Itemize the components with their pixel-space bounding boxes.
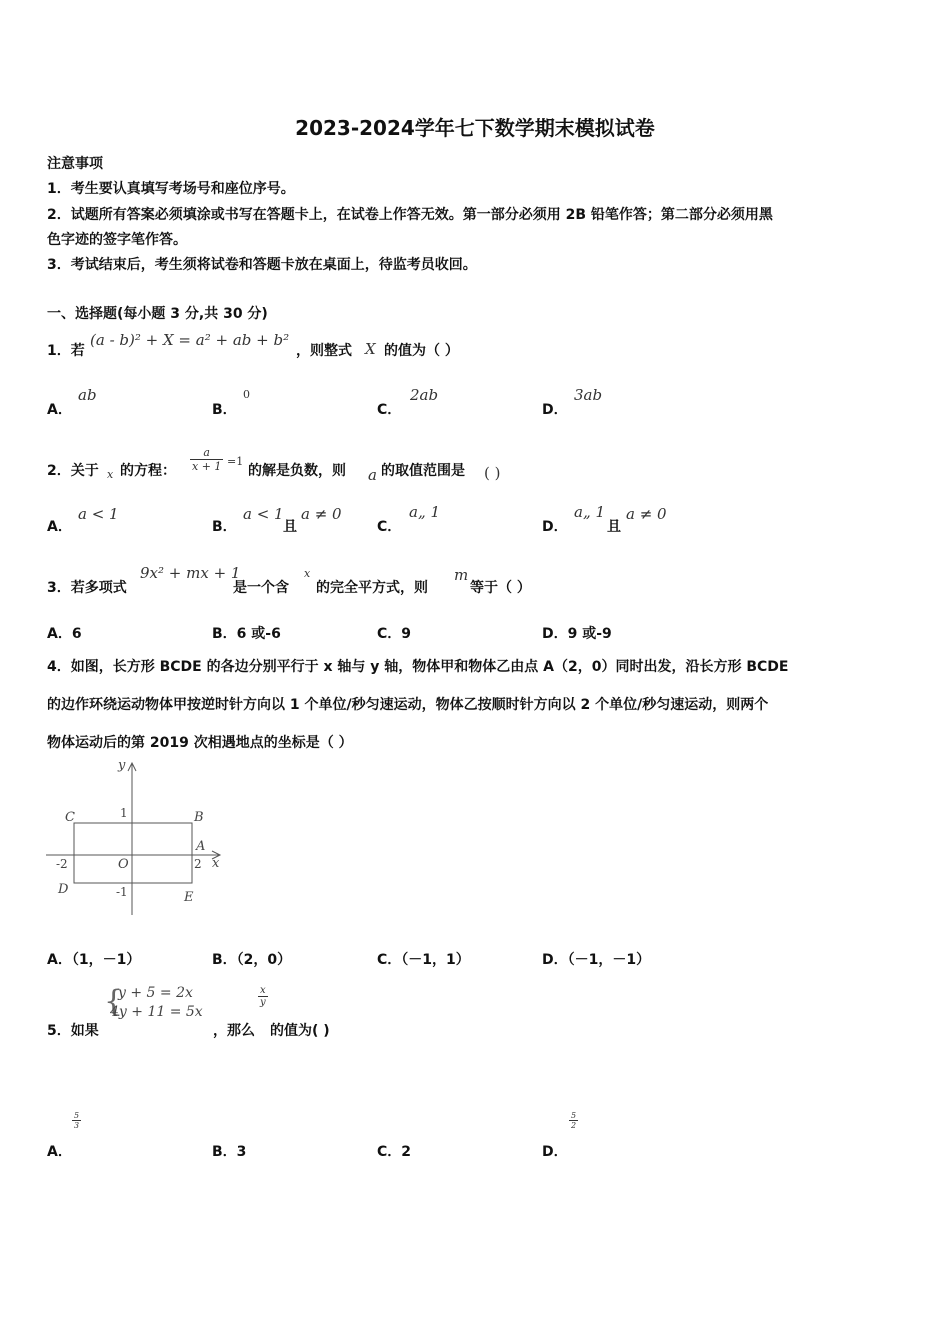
q5-frac-den: y xyxy=(260,997,266,1008)
q5-option-d-fraction xyxy=(569,1110,578,1130)
q2-eq: =1 xyxy=(227,455,244,468)
q4-option-d-value: （－1，－1） xyxy=(567,952,651,968)
q5-option-b[interactable] xyxy=(212,1141,246,1161)
q3-mid1: 是一个含 xyxy=(233,580,289,596)
q1-prefix: 1．若 xyxy=(47,343,85,359)
fig-tick-2: 2 xyxy=(194,857,202,871)
q2-var-a: a xyxy=(368,466,377,484)
q4-option-c-value: （－1，1） xyxy=(401,952,470,968)
q4-option-c-label: C． xyxy=(377,952,402,968)
q5-suffix: 的值为( ) xyxy=(270,1023,330,1039)
q2-option-d-label[interactable]: D． xyxy=(542,519,568,535)
q4-option-b[interactable] xyxy=(212,949,291,969)
q5-option-b-label: B． xyxy=(212,1144,237,1160)
q2-paren: ( ) xyxy=(484,464,501,482)
notice-heading: 注意事项 xyxy=(47,156,103,172)
fig-point-b: B xyxy=(194,810,204,825)
q5-brace-icon: { xyxy=(104,984,124,1019)
q4-option-a-label: A． xyxy=(47,952,72,968)
q2-suffix: 的取值范围是 xyxy=(381,463,465,479)
fig-y-label: y xyxy=(118,758,126,773)
section-heading: 一、选择题(每小题 3 分,共 30 分) xyxy=(47,306,268,322)
q3-option-c-label: C． xyxy=(377,626,402,642)
q4-option-b-label: B． xyxy=(212,952,237,968)
notice-item-2: 2．试题所有答案必须填涂或书写在答题卡上，在试卷上作答无效。第一部分必须用 2B 铅笔作答；第二部分必须用黑 xyxy=(47,207,773,223)
q1-option-a-value: ab xyxy=(78,386,97,404)
q5-option-c-value: 2 xyxy=(401,1144,412,1160)
q4-option-b-value: （2，0） xyxy=(236,952,292,968)
q5-option-a-label[interactable]: A． xyxy=(47,1144,72,1160)
q2-frac-num: a xyxy=(203,446,210,459)
q4-option-a[interactable] xyxy=(47,949,140,969)
q4-option-c[interactable] xyxy=(377,949,470,969)
q2-option-c-value: a„ 1 xyxy=(409,503,441,521)
notice-item-2-cont: 色字迹的签字笔作答。 xyxy=(47,232,187,248)
q3-mid2: 的完全平方式，则 xyxy=(316,580,428,596)
q5-option-b-value: 3 xyxy=(236,1144,247,1160)
q2-option-d-extra: a ≠ 0 xyxy=(626,505,667,523)
fig-tick-1: 1 xyxy=(120,806,128,820)
q5-option-c-label: C． xyxy=(377,1144,402,1160)
q2-option-b-and: 且 xyxy=(283,519,297,535)
notice-item-1: 1．考生要认真填写考场号和座位序号。 xyxy=(47,181,295,197)
q4-line-1: 4．如图，长方形 BCDE 的各边分别平行于 x 轴与 y 轴，物体甲和物体乙由点 A（2，0）同时出发，沿长方形 BCDE xyxy=(47,659,789,675)
q2-option-c-label[interactable]: C． xyxy=(377,519,402,535)
q1-expression: (a - b)² + X = a² + ab + b² xyxy=(90,331,290,349)
q5-option-d-num: 5 xyxy=(571,1111,577,1120)
q1-option-b-value: 0 xyxy=(243,388,250,401)
q1-suffix-a: ，则整式 xyxy=(296,343,352,359)
q1-option-d-label[interactable]: D． xyxy=(542,402,568,418)
q5-option-d-label[interactable]: D． xyxy=(542,1144,568,1160)
q2-mid2: 的解是负数，则 xyxy=(248,463,346,479)
q5-prefix: 5．如果 xyxy=(47,1023,99,1039)
fig-tick-neg2: -2 xyxy=(56,857,68,871)
q1-option-c-value: 2ab xyxy=(410,386,439,404)
q4-option-a-value: （1，－1） xyxy=(71,952,141,968)
fig-point-e: E xyxy=(184,890,194,905)
q3-option-c[interactable] xyxy=(377,623,411,643)
q4-option-d[interactable] xyxy=(542,949,650,969)
q5-option-a-num: 5 xyxy=(74,1111,80,1120)
q3-option-b-value: 6 或-6 xyxy=(236,626,281,642)
q3-option-d[interactable] xyxy=(542,623,612,643)
q5-fraction xyxy=(258,985,268,1008)
q5-option-a-den: 3 xyxy=(74,1121,80,1130)
page-title: 2023-2024学年七下数学期末模拟试卷 xyxy=(295,116,655,140)
q1-option-a-label[interactable]: A． xyxy=(47,402,72,418)
q5-option-d-den: 2 xyxy=(571,1121,577,1130)
q1-var: X xyxy=(365,340,376,358)
q4-coordinate-figure xyxy=(40,755,240,920)
q3-option-c-value: 9 xyxy=(401,626,412,642)
q3-option-d-value: 9 或-9 xyxy=(567,626,612,642)
q3-option-a-label: A． xyxy=(47,626,72,642)
q3-suffix: 等于（ ） xyxy=(470,580,531,596)
q5-option-c[interactable] xyxy=(377,1141,411,1161)
q1-option-b-label[interactable]: B． xyxy=(212,402,237,418)
fig-point-c: C xyxy=(65,810,75,825)
q3-option-a[interactable] xyxy=(47,623,82,643)
q3-option-d-label: D． xyxy=(542,626,568,642)
rectangle-bcde xyxy=(74,823,192,883)
fig-point-a: A xyxy=(196,839,206,854)
q2-option-d-value: a„ 1 xyxy=(574,503,606,521)
q3-option-b[interactable] xyxy=(212,623,281,643)
q4-line-3: 物体运动后的第 2019 次相遇地点的坐标是（ ） xyxy=(47,735,353,751)
q5-mid: ，那么 xyxy=(213,1023,255,1039)
fig-origin-label: O xyxy=(118,857,129,872)
q3-prefix: 3．若多项式 xyxy=(47,580,127,596)
q3-option-a-value: 6 xyxy=(71,626,82,642)
q2-option-d-and: 且 xyxy=(607,519,621,535)
q5-frac-num: x xyxy=(260,985,266,996)
q2-var-x: x xyxy=(107,468,114,481)
fig-tick-neg1: -1 xyxy=(116,885,128,899)
fig-point-d: D xyxy=(58,882,69,897)
q1-option-c-label[interactable]: C． xyxy=(377,402,402,418)
q2-prefix: 2．关于 xyxy=(47,463,99,479)
q1-option-d-value: 3ab xyxy=(574,386,603,404)
notice-item-3: 3．考试结束后，考生须将试卷和答题卡放在桌面上，待监考员收回。 xyxy=(47,257,477,273)
fig-x-label: x xyxy=(212,856,220,871)
q1-suffix-b: 的值为（ ） xyxy=(384,343,459,359)
q2-option-a-label[interactable]: A． xyxy=(47,519,72,535)
q2-option-b-label[interactable]: B． xyxy=(212,519,237,535)
q2-option-b-extra: a ≠ 0 xyxy=(301,505,342,523)
q3-var-m: m xyxy=(454,566,469,584)
q3-var-x: x xyxy=(304,567,311,580)
q2-mid1: 的方程： xyxy=(120,463,176,479)
q3-option-b-label: B． xyxy=(212,626,237,642)
q4-line-2: 的边作环绕运动物体甲按逆时针方向以 1 个单位/秒匀速运动，物体乙按顺时针方向以 2 个单位/秒匀速运动，则两个 xyxy=(47,697,769,713)
q4-option-d-label: D． xyxy=(542,952,568,968)
q2-frac-den: x + 1 xyxy=(192,460,222,473)
q3-expression: 9x² + mx + 1 xyxy=(140,564,241,582)
q2-option-b-value: a < 1 xyxy=(243,505,284,523)
q2-fraction xyxy=(190,446,223,473)
q5-sys-line-1: y + 5 = 2x xyxy=(118,985,193,1001)
q2-option-a-value: a < 1 xyxy=(78,505,119,523)
q5-sys-line-2: 4y + 11 = 5x xyxy=(110,1004,203,1020)
q5-option-a-fraction xyxy=(72,1110,81,1130)
